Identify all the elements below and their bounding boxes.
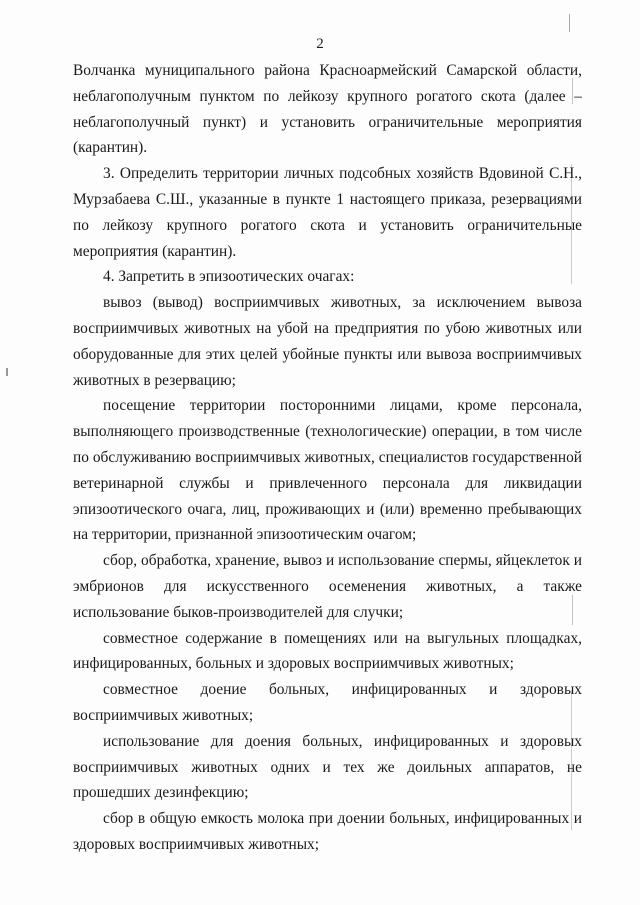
- paragraph-ban-joint-milking: совместное доение больных, инфицированных и здоровых восприимчивых животных;: [73, 681, 582, 724]
- document-body: [73, 58, 582, 858]
- page-number: 2: [316, 36, 324, 52]
- paragraph-item-3: 3. Определить территории личных подсобных хозяйств Вдовиной С.Н., Мурзабаева С.Ш., указанные в пункте 1 настоящего приказа, резервациями по лейкозу крупного рогатого скота и установить ограничительные мероприятия (карантин).: [73, 165, 582, 260]
- scan-margin-mark: [572, 595, 573, 625]
- scan-margin-mark: [572, 78, 573, 104]
- paragraph-ban-milk-collection: сбор в общую емкость молока при доении больных, инфицированных и здоровых восприимчивых животных;: [73, 810, 582, 853]
- scan-margin-mark: [6, 368, 8, 376]
- scan-margin-mark: [571, 164, 572, 284]
- paragraph-ban-export: вывоз (вывод) восприимчивых животных, за исключением вывоза восприимчивых животных на убой на предприятия по убою животных или оборудованные для этих целей убойные пункты или вывоза восприимчивых животных в резервацию;: [73, 294, 582, 389]
- scan-margin-mark: [569, 14, 570, 32]
- paragraph-ban-joint-keeping: совместное содержание в помещениях или на выгульных площадках, инфицированных, больных и здоровых восприимчивых животных;: [73, 629, 582, 673]
- paragraph-continuation: Волчанка муниципального района Красноармейский Самарской области, неблагополучным пунктом по лейкозу крупного рогатого скота (далее – неблагополучный пункт) и установить ограничительные мероприятия (карантин).: [73, 62, 582, 157]
- paragraph-ban-semen: сбор, обработка, хранение, вывоз и использование спермы, яйцеклеток и эмбрионов для искусственного осеменения животных, а также использование быков-производителей для случки;: [73, 552, 582, 621]
- scan-margin-mark: [571, 690, 572, 830]
- paragraph-item-4: 4. Запретить в эпизоотических очагах:: [103, 268, 355, 286]
- paragraph-ban-shared-apparatus: использование для доения больных, инфицированных и здоровых восприимчивых животных одних и тех же доильных аппаратов, не прошедших дезинфекцию;: [73, 732, 582, 802]
- paragraph-ban-visits: посещение территории посторонними лицами, кроме персонала, выполняющего производственные (технологические) операции, в том числе по обслуживанию восприимчивых животных, специалистов государственной ветеринарной службы и привлеченного персонала для ликвидации эпизоотического очага, лиц, проживающих и (или) временно пребывающих на территории, признанной эпизоотическим очагом;: [73, 397, 582, 544]
